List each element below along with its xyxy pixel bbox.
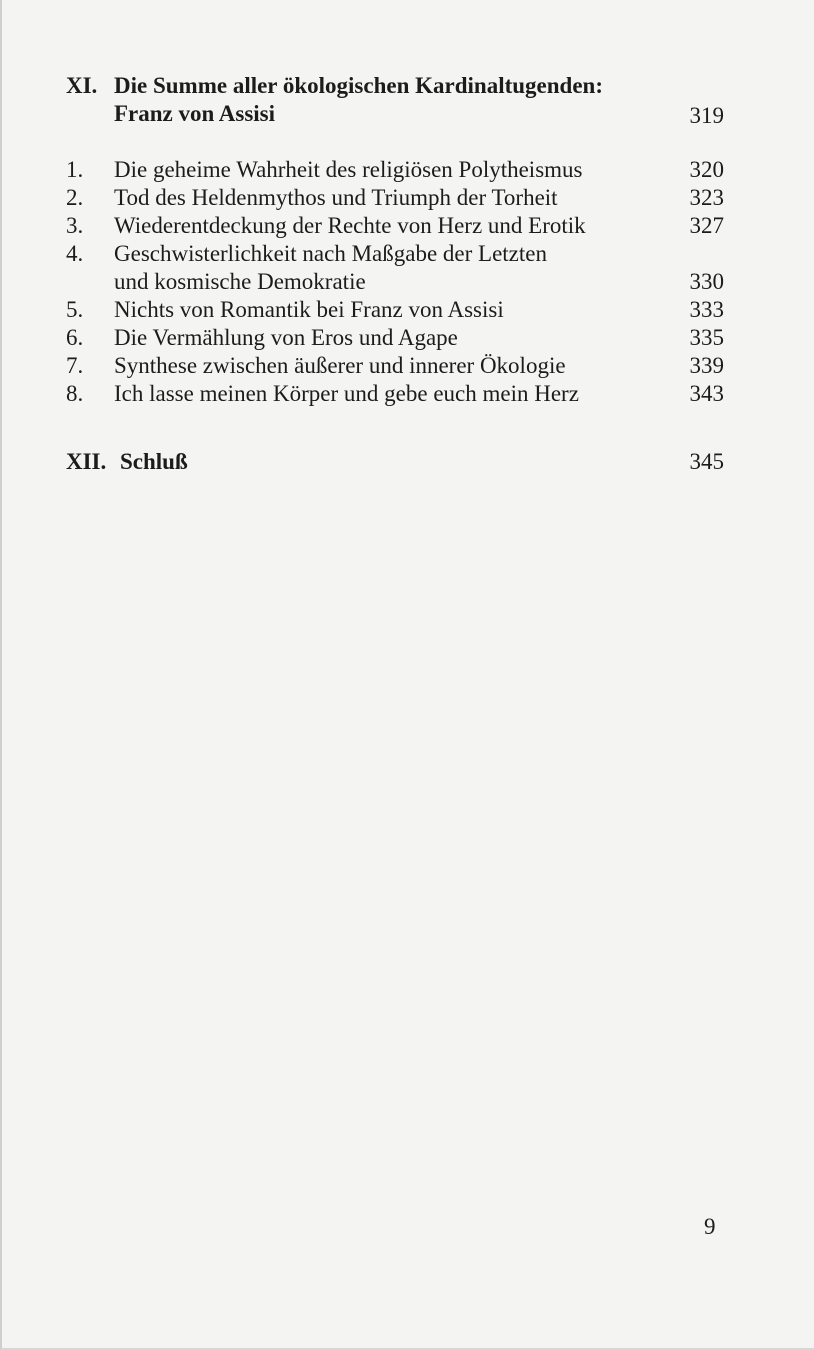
section-title-line2: und kosmische Demokratie [114, 269, 366, 294]
chapter-number: XII. [66, 449, 107, 474]
chapter-title-line2: Franz von Assisi [114, 101, 276, 126]
section-number: 5. [66, 297, 84, 322]
section-title: Synthese zwischen äußerer und innerer Ökologie [114, 353, 566, 378]
section-number: 8. [66, 381, 84, 406]
section-title: Wiederentdeckung der Rechte von Herz und Erotik [114, 213, 586, 238]
section-number: 2. [66, 185, 84, 210]
page-folio-number: 9 [704, 1214, 716, 1239]
section-number: 6. [66, 325, 84, 350]
section-page-number: 335 [689, 325, 724, 350]
section-page-number: 323 [689, 185, 724, 210]
section-page-number: 320 [689, 157, 724, 182]
section-number: 7. [66, 353, 84, 378]
chapter-title-line1: Die Summe aller ökologischen Kardinaltugenden: [114, 73, 603, 98]
section-page-number: 333 [689, 297, 724, 322]
section-number: 3. [66, 213, 84, 238]
chapter-title: Schluß [120, 449, 188, 474]
section-page-number: 339 [689, 353, 724, 378]
chapter-page-number: 345 [689, 449, 724, 474]
section-title: Nichts von Romantik bei Franz von Assisi [114, 297, 504, 322]
section-number: 1. [66, 157, 84, 182]
section-title: Die geheime Wahrheit des religiösen Polytheismus [114, 157, 583, 182]
chapter-number: XI. [66, 73, 98, 98]
section-title-line1: Geschwisterlichkeit nach Maßgabe der Letzten [114, 241, 547, 266]
section-page-number: 330 [689, 269, 724, 294]
section-page-number: 327 [689, 213, 724, 238]
section-title: Ich lasse meinen Körper und gebe euch mein Herz [114, 381, 579, 406]
section-title: Die Vermählung von Eros und Agape [114, 325, 458, 350]
chapter-page-number: 319 [689, 103, 724, 128]
section-title: Tod des Heldenmythos und Triumph der Torheit [114, 185, 558, 210]
section-page-number: 343 [689, 381, 724, 406]
section-number: 4. [66, 241, 84, 266]
